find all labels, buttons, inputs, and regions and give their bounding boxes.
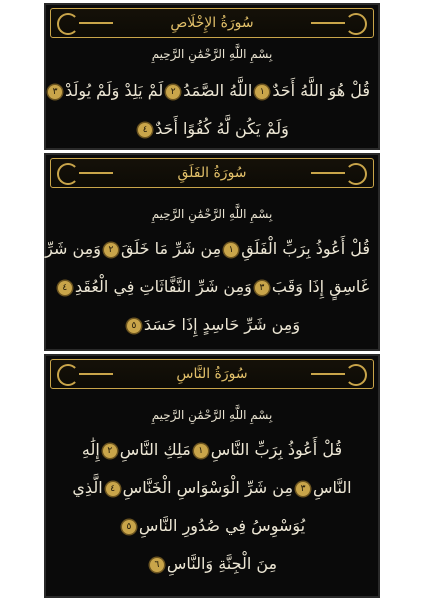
verse-text: إِلَٰهِ — [81, 440, 100, 459]
verse-text: مِنَ الْجِنَّةِ وَالنَّاسِ — [166, 554, 278, 573]
surah-title-banner — [50, 8, 374, 38]
verse-text: النَّاسِ — [313, 478, 352, 497]
verse-text: قُلْ أَعُوذُ بِرَبِّ النَّاسِ — [210, 440, 343, 459]
verse-line — [54, 478, 370, 497]
verse-line — [54, 554, 370, 573]
verse-line — [54, 119, 370, 138]
surah-panel-ikhlas — [44, 3, 380, 150]
ayah-number: ١ — [255, 85, 269, 99]
ayah-number: ٣ — [48, 85, 62, 99]
ayah-number: ٦ — [150, 558, 164, 572]
verse-text: مَلِكِ النَّاسِ — [119, 440, 191, 459]
verse-text: وَمِن شَرِّ حَاسِدٍ إِذَا حَسَدَ — [143, 315, 301, 334]
ornament-line — [79, 172, 113, 174]
verse-line — [54, 81, 370, 100]
ayah-number: ٥ — [122, 520, 136, 534]
surah-title: سُورَةُ الفَلَقِ — [177, 165, 247, 181]
verse-line — [54, 440, 370, 459]
verse-text: قُلْ هُوَ اللَّهُ أَحَدٌ — [272, 81, 370, 100]
surah-title: سُورَةُ الإِخْلَاصِ — [170, 15, 254, 31]
ayah-number: ٢ — [104, 243, 118, 257]
ornament-icon — [57, 163, 79, 185]
ayah-number: ٣ — [255, 281, 269, 295]
ayah-number: ٢ — [103, 444, 117, 458]
ayah-number: ٣ — [296, 482, 310, 496]
ayah-number: ٤ — [138, 123, 152, 137]
verse-line — [54, 516, 370, 535]
surah-panel-falaq — [44, 153, 380, 351]
verse-line — [54, 277, 370, 296]
ornament-icon — [345, 13, 367, 35]
ornament-icon — [57, 364, 79, 386]
verse-text: اللَّهُ الصَّمَدُ — [183, 81, 253, 100]
verse-text: قُلْ أَعُوذُ بِرَبِّ الْفَلَقِ — [241, 239, 370, 258]
verse-line — [54, 315, 370, 334]
ornament-line — [311, 373, 345, 375]
ayah-number: ١ — [224, 243, 238, 257]
verse-text: وَلَمْ يَكُن لَّهُ كُفُوًا أَحَدٌ — [155, 119, 289, 138]
verse-text: غَاسِقٍ إِذَا وَقَبَ — [271, 277, 370, 296]
ayah-number: ٢ — [166, 85, 180, 99]
verse-text: وَمِن شَرِّ النَّفَّاثَاتِ فِي الْعُقَدِ — [74, 277, 252, 296]
surah-title: سُورَةُ النَّاسِ — [176, 366, 248, 382]
ornament-icon — [57, 13, 79, 35]
verse-text: وَمِن شَرِّ — [45, 239, 101, 258]
ayah-number: ٤ — [58, 281, 72, 295]
basmala: بِسْمِ اللَّهِ الرَّحْمَٰنِ الرَّحِيمِ — [151, 207, 273, 221]
ornament-icon — [345, 364, 367, 386]
ayah-number: ٤ — [106, 482, 120, 496]
ornament-line — [311, 172, 345, 174]
verse-text: الَّذِي — [72, 478, 103, 497]
surah-panel-nas — [44, 354, 380, 598]
basmala: بِسْمِ اللَّهِ الرَّحْمَٰنِ الرَّحِيمِ — [151, 47, 273, 61]
verse-text: لَمْ يَلِدْ وَلَمْ يُولَدْ — [65, 81, 164, 100]
verse-text: مِن شَرِّ مَا خَلَقَ — [120, 239, 222, 258]
ornament-line — [311, 22, 345, 24]
ornament-icon — [345, 163, 367, 185]
verse-text: مِن شَرِّ الْوَسْوَاسِ الْخَنَّاسِ — [122, 478, 294, 497]
ayah-number: ٥ — [127, 319, 141, 333]
ornament-line — [79, 373, 113, 375]
surah-title-banner — [50, 158, 374, 188]
ornament-line — [79, 22, 113, 24]
ayah-number: ١ — [194, 444, 208, 458]
basmala: بِسْمِ اللَّهِ الرَّحْمَٰنِ الرَّحِيمِ — [151, 408, 273, 422]
surah-title-banner — [50, 359, 374, 389]
verse-line — [45, 239, 370, 258]
verse-text: يُوَسْوِسُ فِي صُدُورِ النَّاسِ — [138, 516, 306, 535]
